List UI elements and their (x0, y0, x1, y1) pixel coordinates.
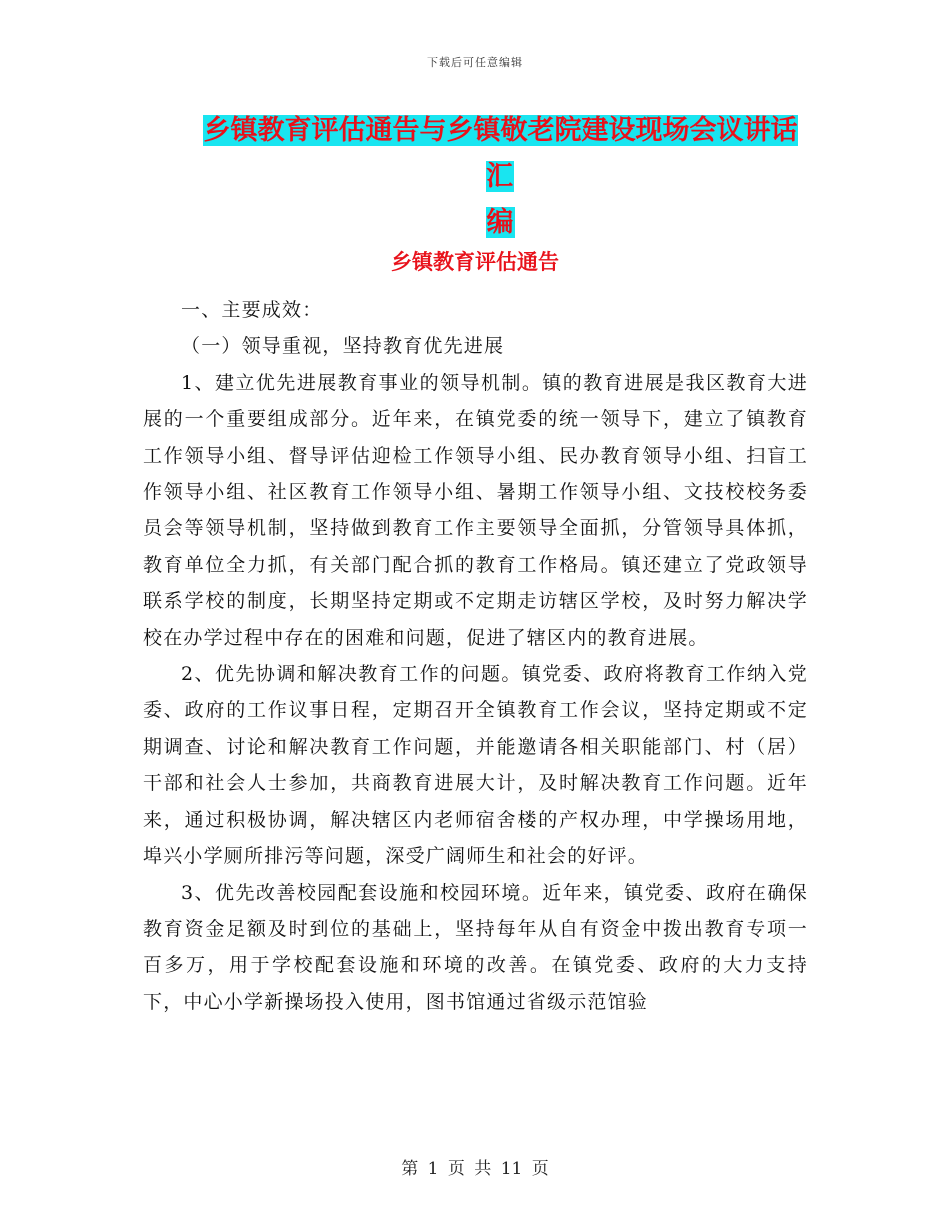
paragraph-3: 3、优先改善校园配套设施和校园环境。近年来，镇党委、政府在确保教育资金足额及时到位的基础上，坚持每年从自有资金中拨出教育专项一百多万，用于学校配套设施和环境的改善。在镇党委、政府的大力支持下，中心小学新操场投入使用，图书馆通过省级示范馆验 (143, 881, 808, 1013)
document-title (190, 108, 810, 246)
heading-main-achievements: 一、主要成效： (181, 299, 323, 321)
paragraph-1: 1、建立优先进展教育事业的领导机制。镇的教育进展是我区教育大进展的一个重要组成部分。近年来，在镇党委的统一领导下，建立了镇教育工作领导小组、督导评估迎检工作领导小组、民办教育领导小组、扫盲工作领导小组、社区教育工作领导小组、暑期工作领导小组、文技校校务委员会等领导机制，坚持做到教育工作主要领导全面抓，分管领导具体抓，教育单位全力抓，有关部门配合抓的教育工作格局。镇还建立了党政领导联系学校的制度，长期坚持定期或不定期走访辖区学校，及时努力解决学校在办学过程中存在的困难和问题，促进了辖区内的教育进展。 (143, 371, 808, 649)
header-note: 下载后可任意编辑 (427, 56, 523, 69)
section-title: 乡镇教育评估通告 (391, 250, 559, 274)
paragraph-2: 2、优先协调和解决教育工作的问题。镇党委、政府将教育工作纳入党委、政府的工作议事日程，定期召开全镇教育工作会议，坚持定期或不定期调查、讨论和解决教育工作问题，并能邀请各相关职能部门、村（居）干部和社会人士参加，共商教育进展大计，及时解决教育工作问题。近年来，通过积极协调，解决辖区内老师宿舍楼的产权办理，中学操场用地，埠兴小学厕所排污等问题，深受广阔师生和社会的好评。 (143, 663, 808, 868)
document-title-line2: 编 (486, 207, 514, 238)
heading-leadership: （一）领导重视，坚持教育优先进展 (181, 335, 505, 358)
page-number: 第 1 页 共 11 页 (401, 1159, 549, 1179)
document-body (143, 292, 808, 1020)
document-title-line1: 乡镇教育评估通告与乡镇敬老院建设现场会议讲话汇 (203, 115, 798, 192)
